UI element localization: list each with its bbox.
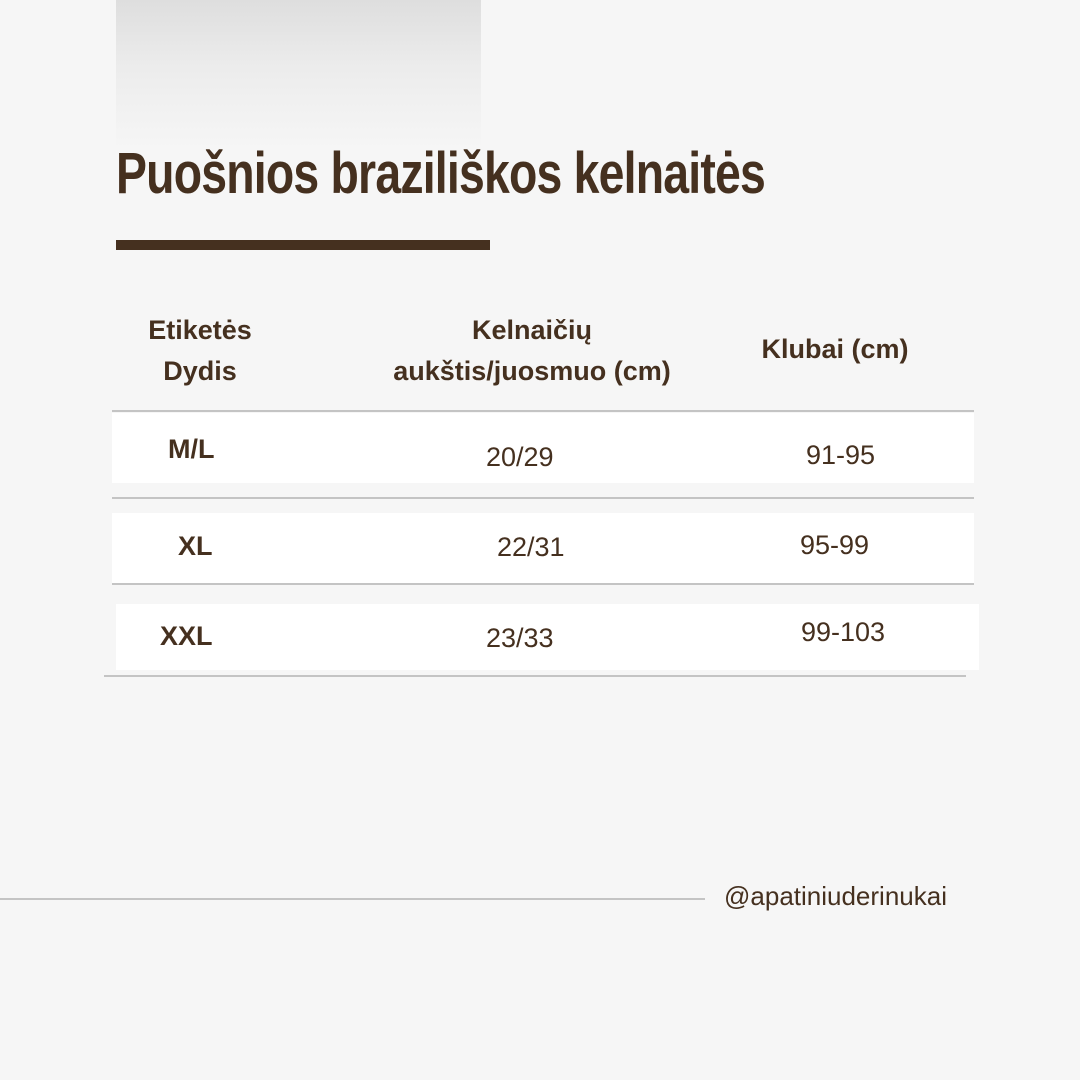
cell-size: M/L bbox=[168, 434, 215, 464]
column-header-label-size bbox=[120, 310, 280, 392]
cell-hips: 99-103 bbox=[801, 617, 886, 647]
cell-size: XL bbox=[178, 531, 213, 561]
cell-hips: 95-99 bbox=[800, 530, 870, 560]
header-text: Kelnaičių bbox=[471, 315, 593, 345]
header-text: Dydis bbox=[163, 356, 237, 386]
table-divider bbox=[112, 497, 974, 499]
cell-hips: 91-95 bbox=[806, 440, 876, 470]
column-header-hips: Klubai (cm) bbox=[761, 334, 909, 364]
cell-height-waist: 22/31 bbox=[497, 532, 565, 562]
cell-size: XXL bbox=[160, 621, 213, 651]
footer-divider bbox=[0, 898, 705, 900]
decorative-gradient-panel bbox=[116, 0, 481, 150]
table-row bbox=[116, 604, 979, 670]
table-divider bbox=[112, 583, 974, 585]
cell-height-waist: 20/29 bbox=[486, 442, 554, 472]
table-divider bbox=[104, 675, 966, 677]
cell-height-waist: 23/33 bbox=[486, 623, 554, 653]
table-divider bbox=[112, 410, 974, 412]
table-row bbox=[112, 513, 974, 583]
header-text: aukštis/juosmuo (cm) bbox=[393, 356, 671, 386]
social-handle: @apatiniuderinukai bbox=[724, 881, 947, 911]
header-text: Etiketės bbox=[148, 315, 252, 345]
title-underline bbox=[116, 240, 490, 250]
column-header-height-waist bbox=[352, 310, 712, 392]
table-row bbox=[112, 413, 974, 483]
page-title: Puošnios braziliškos kelnaitės bbox=[116, 141, 766, 206]
